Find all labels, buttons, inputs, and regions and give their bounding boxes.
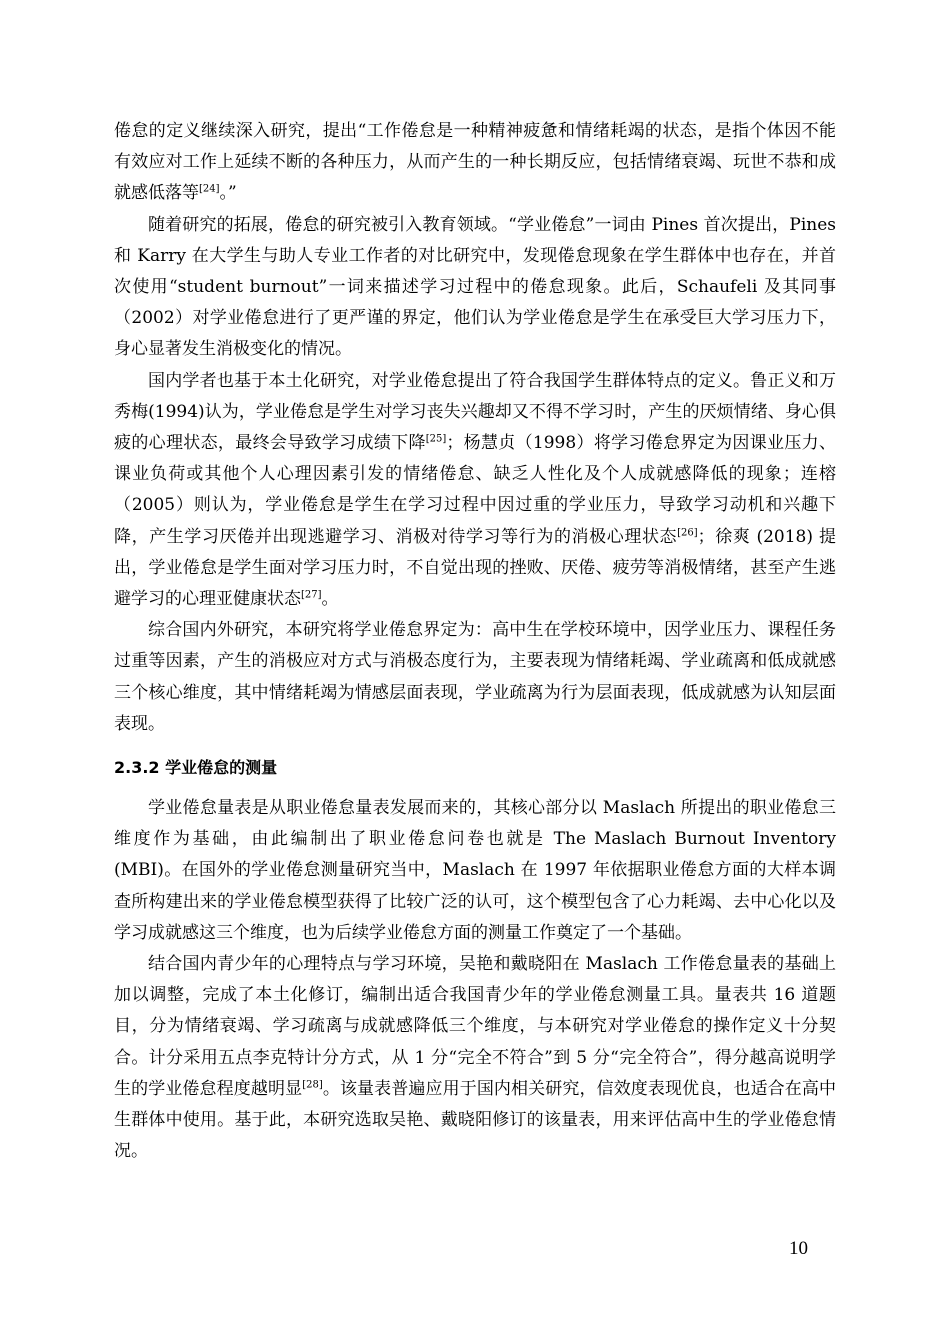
paragraph-domestic-definitions: 国内学者也基于本土化研究，对学业倦怠提出了符合我国学生群体特点的定义。鲁正义和万秀梅(1994)认为，学业倦怠是学生对学习丧失兴趣却又不得不学习时，产生的厌烦情绪、身心俱疲的心理状态，最终会导致学习成绩下降[25]；杨慧贞（1998）将学习倦怠界定为因课业压力、课业负荷或其他个人心理因素引发的情绪倦怠、缺乏人性化及个人成就感降低的现象；连榕（2005）则认为，学业倦怠是学生在学习过程中因过重的学业压力，导致学习动机和兴趣下降，产生学习厌倦并出现逃避学习、消极对待学习等行为的消极心理状态[26]；徐爽 (2018) 提出，学业倦怠是学生面对学习压力时，不自觉出现的挫败、厌倦、疲劳等消极情绪，甚至产生逃避学习的心理亚健康状态[27]。 — [114, 370, 836, 610]
citation-24[interactable]: [24] — [199, 183, 220, 195]
paragraph-measurement-origin: 学业倦怠量表是从职业倦怠量表发展而来的，其核心部分以 Maslach 所提出的职业倦怠三维度作为基础，由此编制出了职业倦怠问卷也就是 The Maslach Burnout Inventory (MBI)。在国外的学业倦怠测量研究当中，Maslach 在 1997 年依据职业倦怠方面的大样本调查所构建出来的学业倦怠模型获得了比较广泛的认可，这个模型包含了心力耗竭、去中心化以及学习成就感这三个维度，也为后续学业倦怠方面的测量工作奠定了一个基础。 — [114, 798, 836, 943]
citation-28[interactable]: [28] — [302, 1079, 323, 1091]
page-number: 10 — [789, 1238, 808, 1259]
citation-25[interactable]: [25] — [425, 433, 447, 445]
body-text — [114, 116, 836, 1168]
section-heading: 2.3.2 学业倦怠的测量 — [114, 758, 278, 778]
paragraph-student-burnout-origin: 随着研究的拓展，倦怠的研究被引入教育领域。“学业倦怠”一词由 Pines 首次提出，Pines 和 Karry 在大学生与助人专业工作者的对比研究中，发现倦怠现象在学生群体中也存在，并首次使用“student burnout”一词来描述学习过程中的倦怠现象。此后，Schaufeli 及其同事（2002）对学业倦怠进行了更严谨的界定，他们认为学业倦怠是学生在承受巨大学习压力下，身心显著发生消极变化的情况。 — [114, 214, 836, 360]
citation-27[interactable]: [27] — [301, 589, 322, 601]
citation-26[interactable]: [26] — [677, 526, 698, 538]
paragraph-burnout-definition-continued: 倦怠的定义继续深入研究，提出“工作倦怠是一种精神疲惫和情绪耗竭的状态，是指个体因不能有效应对工作上延续不断的各种压力，从而产生的一种长期反应，包括情绪衰竭、玩世不恭和成就感低落等[24]。” — [114, 121, 836, 204]
paragraph-study-definition: 综合国内外研究，本研究将学业倦怠界定为：高中生在学校环境中，因学业压力、课程任务过重等因素，产生的消极应对方式与消极态度行为，主要表现为情绪耗竭、学业疏离和低成就感三个核心维度，其中情绪耗竭为情感层面表现，学业疏离为行为层面表现，低成就感为认知层面表现。 — [114, 620, 836, 734]
paragraph-scale-selection: 结合国内青少年的心理特点与学习环境，吴艳和戴晓阳在 Maslach 工作倦怠量表的基础上加以调整，完成了本土化修订，编制出适合我国青少年的学业倦怠测量工具。量表共 16 道题目，分为情绪衰竭、学习疏离与成就感降低三个维度，与本研究对学业倦怠的操作定义十分契合。计分采用五点李克特计分方式，从 1 分“完全不符合”到 5 分“完全符合”，得分越高说明学生的学业倦怠程度越明显[28]。该量表普遍应用于国内相关研究，信效度表现优良，也适合在高中生群体中使用。基于此，本研究选取吴艳、戴晓阳修订的该量表，用来评估高中生的学业倦怠情况。 — [114, 954, 837, 1162]
